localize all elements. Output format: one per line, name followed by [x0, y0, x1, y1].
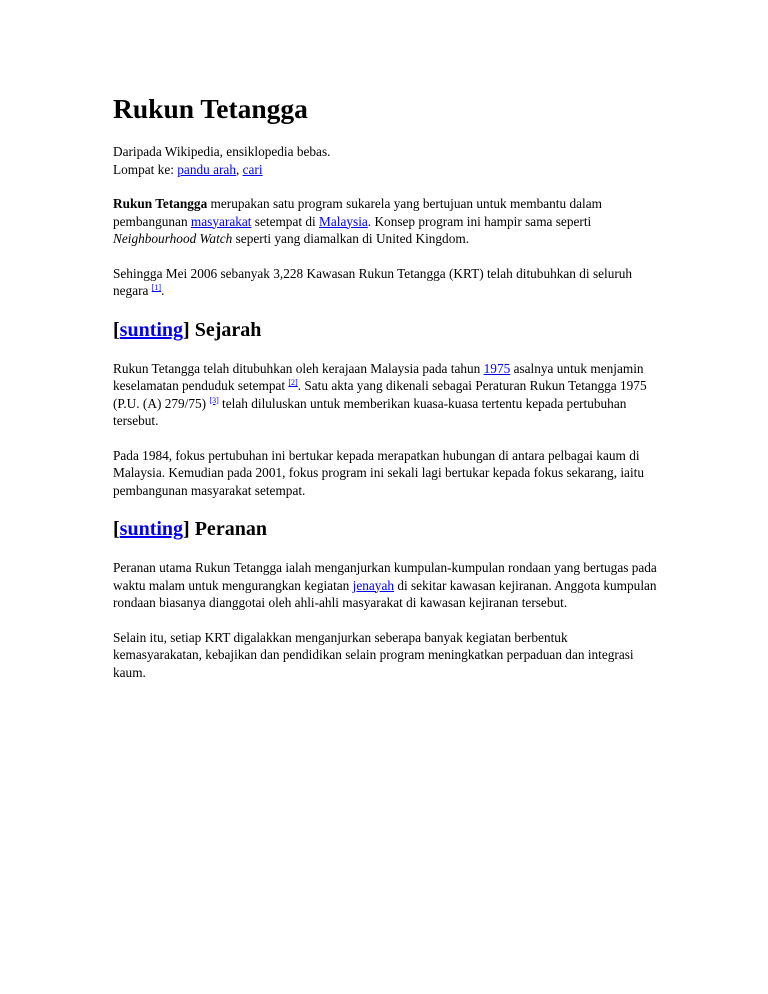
peranan-paragraph-1	[113, 559, 658, 612]
year-1975-link[interactable]: 1975	[483, 360, 511, 376]
intro-text-3: . Konsep program ini hampir sama seperti	[367, 213, 592, 229]
bracket-open: [	[113, 318, 120, 341]
sejarah-text-3: . Satu akta yang dikenali sebagai Peraturan Rukun Tetangga 1975 (P.U. (A) 279/75)	[113, 378, 647, 411]
intro-paragraph	[113, 195, 658, 248]
edit-link-sejarah[interactable]: sunting	[119, 318, 184, 341]
section-heading-peranan	[113, 516, 658, 542]
intro-text-4: seperti yang diamalkan di United Kingdom.	[232, 231, 470, 246]
intro-text-2: setempat di	[251, 213, 320, 229]
sejarah-text-4: telah diluluskan untuk memberikan kuasa-kuasa tertentu kepada pertubuhan tersebut.	[113, 395, 627, 428]
sejarah-paragraph-1	[113, 360, 658, 430]
ref-1-link[interactable]: [1]	[151, 283, 162, 292]
article-header	[113, 143, 658, 178]
subtitle: Daripada Wikipedia, ensiklopedia bebas.	[113, 144, 331, 159]
section-title-sejarah: Sejarah	[189, 318, 262, 341]
ref-3-link[interactable]: [3]	[209, 395, 219, 405]
bracket-close: ]	[183, 518, 190, 540]
ref-2-link[interactable]: [2]	[288, 378, 298, 387]
masyarakat-link[interactable]: masyarakat	[190, 213, 252, 229]
bracket-open: [	[113, 518, 120, 540]
article-content	[113, 92, 658, 698]
edit-link-peranan[interactable]: sunting	[119, 518, 184, 540]
jump-separator: ,	[235, 161, 243, 177]
nav-link[interactable]: pandu arah	[177, 161, 236, 177]
jump-to-line	[113, 161, 658, 179]
peranan-paragraph-2: Selain itu, setiap KRT digalakkan menganjurkan seberapa banyak kegiatan berbentuk kemasyarakatan, kebajikan dan pendidikan selain program meningkatkan perpaduan dan integrasi kaum.	[113, 629, 634, 680]
sejarah-text-1: Rukun Tetangga telah ditubuhkan oleh kerajaan Malaysia pada tahun	[113, 360, 484, 376]
intro-bold-term: Rukun Tetangga	[113, 196, 208, 211]
stats-text-2: .	[161, 283, 165, 298]
search-link[interactable]: cari	[242, 161, 263, 177]
peranan-text-2: di sekitar kawasan kejiranan. Anggota kumpulan rondaan biasanya dianggotai oleh ahli-ahli masyarakat di kawasan kejiranan tersebut.	[113, 577, 657, 610]
sejarah-text-2: asalnya untuk menjamin keselamatan penduduk setempat	[113, 360, 644, 393]
stats-text-1: Sehingga Mei 2006 sebanyak 3,228 Kawasan Rukun Tetangga (KRT) telah ditubuhkan di seluruh negara	[113, 265, 633, 298]
section-title-peranan: Peranan	[189, 518, 267, 540]
page-title: Rukun Tetangga	[113, 93, 308, 124]
section-heading-sejarah	[113, 317, 658, 343]
peranan-text-1: Peranan utama Rukun Tetangga ialah menganjurkan kumpulan-kumpulan rondaan yang bertugas pada waktu malam untuk mengurangkan kegiatan	[113, 560, 657, 593]
jenayah-link[interactable]: jenayah	[352, 577, 395, 593]
malaysia-link[interactable]: Malaysia	[319, 213, 368, 229]
jump-prefix: Lompat ke:	[113, 161, 178, 177]
sejarah-paragraph-2: Pada 1984, fokus pertubuhan ini bertukar kepada merapatkan hubungan di antara pelbagai kaum di Malaysia. Kemudian pada 2001, fokus program ini sekali lagi bertukar kepada fokus sekarang, iaitu pembangunan masyarakat setempat.	[113, 447, 644, 498]
intro-text-1: merupakan satu program sukarela yang bertujuan untuk membantu dalam pembangunan	[113, 196, 602, 229]
intro-italic: Neighbourhood Watch	[113, 231, 233, 246]
bracket-close: ]	[183, 318, 190, 341]
stats-paragraph	[113, 265, 658, 300]
